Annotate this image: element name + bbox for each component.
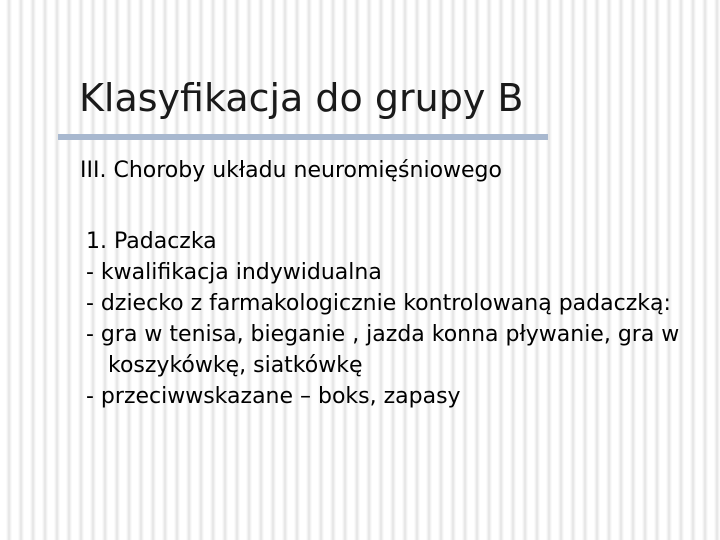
list-item: - przeciwwskazane – boks, zapasy bbox=[86, 384, 461, 409]
item-heading: 1. Padaczka bbox=[86, 229, 217, 254]
list-item: - dziecko z farmakologicznie kontrolowaną padaczką: bbox=[86, 291, 671, 316]
content-list bbox=[86, 226, 706, 412]
section-heading: III. Choroby układu neuromięśniowego bbox=[80, 158, 502, 183]
title-underline bbox=[58, 134, 548, 140]
slide-title: Klasyfikacja do grupy B bbox=[79, 76, 524, 120]
list-item: - gra w tenisa, bieganie , jazda konna pływanie, gra w koszykówkę, siatkówkę bbox=[86, 322, 680, 378]
list-item: - kwalifikacja indywidualna bbox=[86, 260, 382, 285]
